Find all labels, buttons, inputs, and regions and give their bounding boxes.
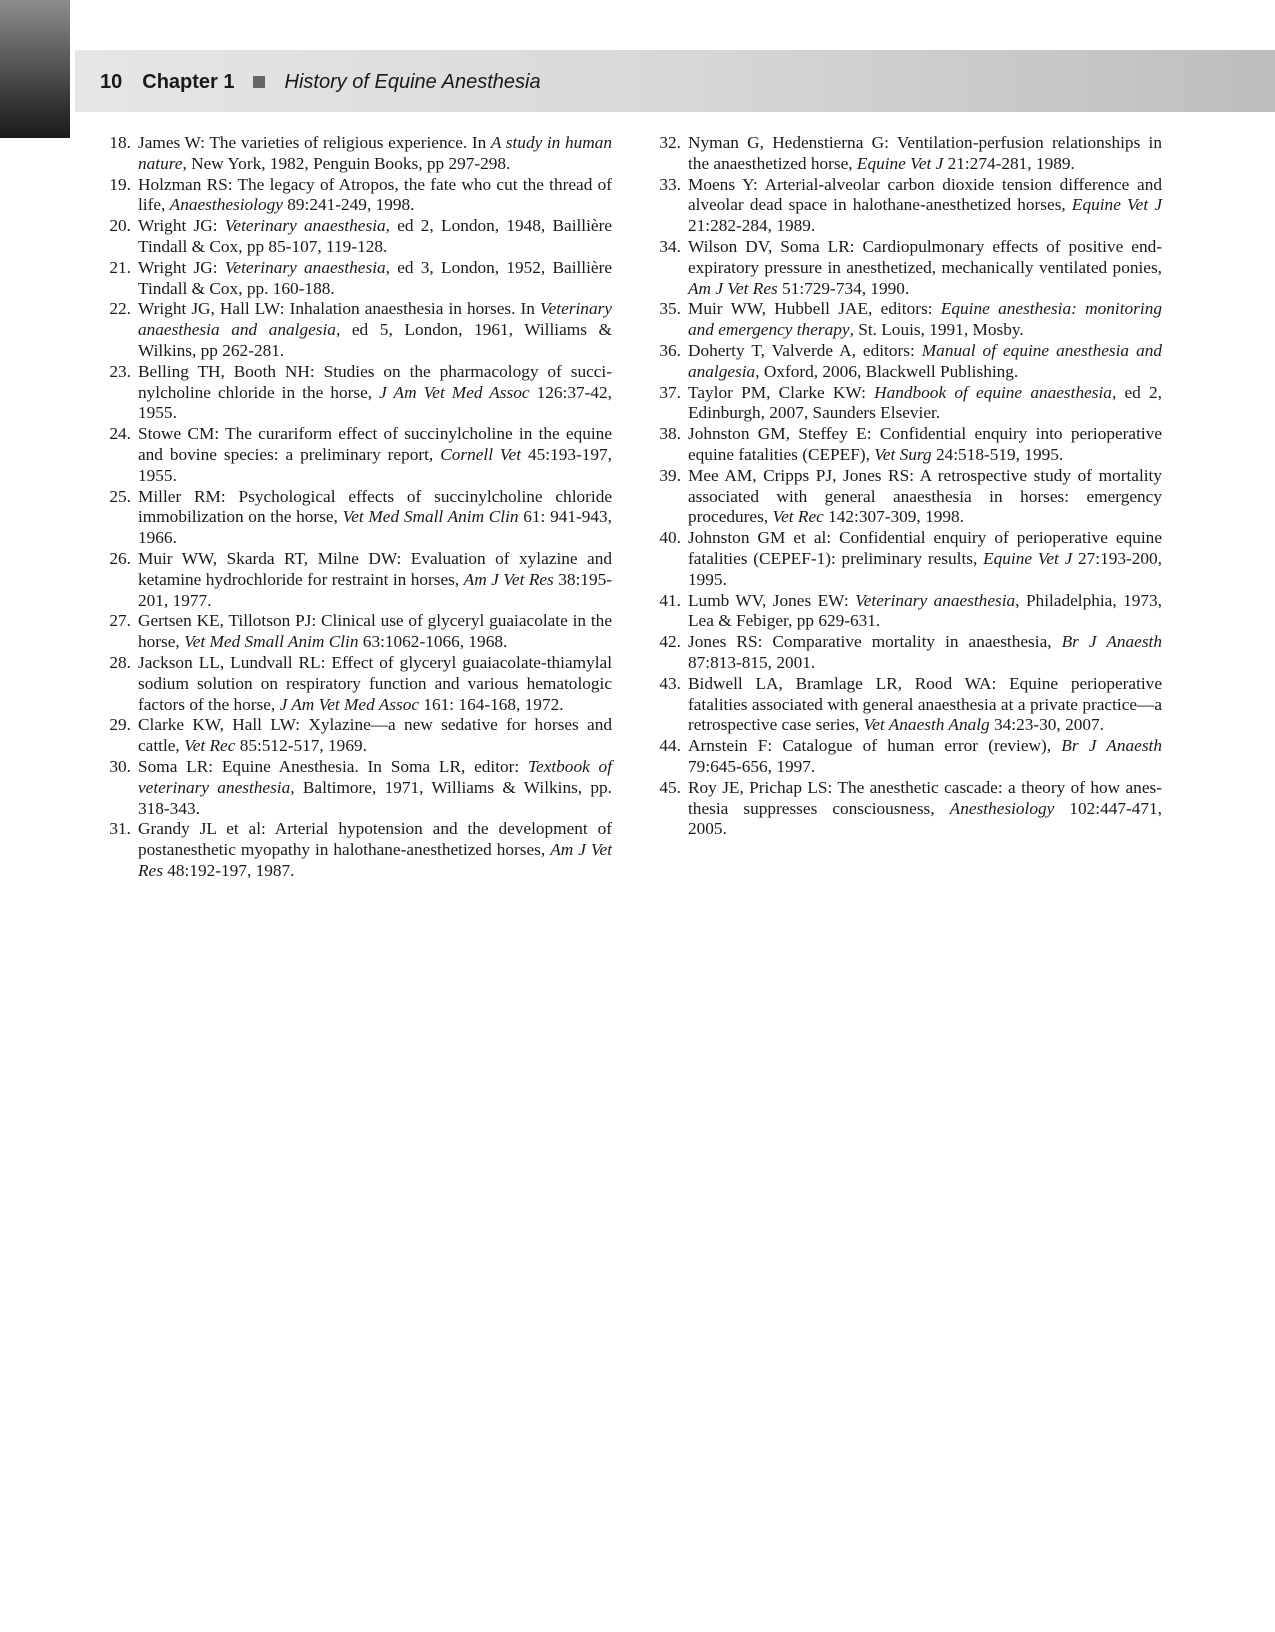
reference-item	[100, 715, 612, 757]
reference-text	[688, 736, 1162, 778]
reference-text	[688, 528, 1162, 590]
reference-item	[650, 778, 1162, 840]
reference-item	[650, 383, 1162, 425]
reference-text	[688, 237, 1162, 299]
reference-item	[100, 819, 612, 881]
reference-text-segment: 142:307-309, 1998.	[823, 507, 964, 527]
reference-text-segment: Lumb WV, Jones EW:	[688, 590, 856, 610]
reference-text-segment: Miller RM: Psychological effects of succinylcholine chloride immobilization on the horse,	[138, 486, 612, 527]
reference-number: 36.	[659, 340, 681, 360]
reference-text-segment: , Oxford, 2006, Blackwell Publishing.	[755, 361, 1019, 381]
reference-text-segment: Arnstein F: Catalogue of human error (review),	[688, 736, 1062, 756]
chapter-thumb-tab	[0, 0, 70, 138]
reference-text-segment: 21:274-281, 1989.	[943, 153, 1075, 173]
reference-text-segment: Jones RS: Comparative mortality in anaesthesia,	[688, 632, 1062, 652]
reference-number: 19.	[109, 174, 131, 194]
reference-text	[138, 653, 612, 715]
chapter-label: Chapter 1	[142, 70, 235, 93]
reference-source-title: Anaesthesiology	[169, 195, 283, 215]
reference-text	[138, 611, 612, 653]
reference-item	[100, 133, 612, 175]
reference-text-segment: 51:729-734, 1990.	[777, 278, 910, 298]
reference-number: 18.	[109, 133, 131, 152]
reference-text-segment: Roy JE, Prichap LS: The anesthetic cascade: a theory of how anesthesia suppresses consciousness,	[688, 777, 1162, 818]
reference-number: 43.	[659, 673, 681, 693]
reference-text-segment: Muir WW, Hubbell JAE, editors:	[688, 299, 941, 319]
reference-item	[100, 216, 612, 258]
reference-number: 35.	[659, 299, 681, 319]
reference-text	[688, 778, 1162, 840]
reference-item	[100, 175, 612, 217]
reference-text-segment: Taylor PM, Clarke KW:	[688, 382, 875, 402]
reference-text-segment: , ed 3, London, 1952, Baillière Tindall & Cox, pp. 160-188.	[138, 257, 613, 298]
reference-number: 29.	[109, 715, 131, 735]
reference-text	[688, 424, 1162, 466]
reference-text	[688, 632, 1162, 674]
reference-number: 38.	[659, 424, 681, 444]
reference-text-segment: 34:23-30, 2007.	[989, 715, 1104, 735]
reference-text-segment: 79:645-656, 1997.	[688, 756, 816, 776]
reference-number: 39.	[659, 465, 681, 485]
reference-item	[100, 549, 612, 611]
reference-text-segment: Stowe CM: The curariform effect of succinylcholine in the equine and bovine species: a preliminary report,	[138, 424, 612, 464]
references-column-right	[650, 133, 1162, 840]
reference-text-segment: Holzman RS: The legacy of Atropos, the fate who cut the thread of life,	[138, 174, 612, 215]
reference-text-segment: 61: 941-943, 1966.	[138, 507, 612, 548]
reference-number: 26.	[109, 548, 131, 568]
reference-source-title: Veterinary anaesthesia and analgesia	[138, 299, 612, 340]
reference-item	[650, 736, 1162, 778]
reference-text-segment: Grandy JL et al: Arterial hypotension and the development of postanesthetic myopathy in halothane-anesthetized horses,	[138, 819, 612, 860]
reference-source-title: Manual of equine anesthesia and analgesia	[688, 340, 1162, 381]
reference-text-segment: 161: 164-168, 1972.	[419, 694, 564, 714]
reference-source-title: Equine anesthesia: monitoring and emergency therapy	[688, 299, 1162, 340]
reference-number: 28.	[109, 652, 131, 672]
reference-source-title: Am J Vet Res	[138, 840, 612, 880]
reference-number: 40.	[659, 528, 681, 548]
reference-item	[650, 175, 1162, 237]
reference-item	[650, 341, 1162, 383]
reference-number: 20.	[109, 216, 131, 236]
reference-text-segment: , ed 5, London, 1961, Williams & Wilkins, pp 262-281.	[138, 320, 612, 360]
reference-text-segment: Doherty T, Valverde A, editors:	[688, 340, 922, 360]
reference-number: 42.	[659, 632, 681, 652]
reference-text	[138, 549, 612, 611]
reference-text-segment: Wright JG, Hall LW: Inhalation anaesthesia in horses. In	[138, 299, 540, 319]
reference-number: 33.	[659, 174, 681, 194]
reference-number: 27.	[109, 611, 131, 631]
reference-number: 24.	[109, 424, 131, 444]
reference-text-segment: 102:447-471, 2005.	[688, 798, 1162, 839]
reference-text-segment: James W: The varieties of religious experience. In	[138, 133, 491, 152]
reference-text-segment: Clarke KW, Hall LW: Xylazine—a new sedative for horses and cattle,	[138, 715, 612, 756]
reference-item	[650, 424, 1162, 466]
reference-text-segment: 48:192-197, 1987.	[162, 860, 295, 880]
reference-number: 32.	[659, 133, 681, 152]
reference-item	[100, 258, 612, 300]
reference-text	[688, 299, 1162, 341]
reference-number: 41.	[659, 590, 681, 610]
reference-item	[100, 362, 612, 424]
reference-text-segment: Johnston GM et al: Confidential enquiry of perioperative equine fatalities (CEPEF-1): preliminary results,	[688, 528, 1162, 568]
reference-item	[650, 466, 1162, 528]
reference-text	[138, 299, 612, 361]
reference-text-segment: 45:193-197, 1955.	[138, 444, 612, 485]
reference-text	[138, 175, 612, 217]
reference-text	[688, 341, 1162, 383]
reference-source-title: Vet Surg	[874, 444, 932, 464]
reference-text-segment: Wilson DV, Soma LR: Cardiopulmonary effects of positive end-expiratory pressure in anesthetized, mechanically ventilated ponies,	[688, 236, 1162, 277]
reference-source-title: Vet Rec	[184, 736, 236, 756]
reference-text-segment: , Baltimore, 1971, Williams & Wilkins, pp. 318-343.	[138, 777, 613, 818]
reference-number: 45.	[659, 777, 681, 797]
reference-text	[138, 819, 612, 881]
reference-number: 22.	[109, 299, 131, 319]
reference-source-title: Veterinary anaesthesia	[224, 216, 386, 236]
reference-text-segment: 21:282-284, 1989.	[688, 216, 816, 236]
reference-text	[688, 175, 1162, 237]
reference-text-segment: 27:193-200, 1995.	[688, 548, 1163, 589]
reference-text	[138, 258, 612, 300]
reference-text-segment: 85:512-517, 1969.	[235, 736, 367, 756]
reference-number: 25.	[109, 486, 131, 506]
reference-number: 23.	[109, 361, 131, 381]
reference-source-title: Br J Anaesth	[1061, 632, 1162, 652]
reference-text-segment: 89:241-249, 1998.	[282, 195, 415, 215]
reference-text-segment: 126:37-42, 1955.	[138, 382, 612, 423]
reference-number: 44.	[659, 736, 681, 756]
reference-text-segment: , Philadelphia, 1973, Lea & Febiger, pp 629-631.	[688, 590, 1163, 631]
reference-source-title: A study in human nature	[138, 133, 612, 173]
chapter-title: History of Equine Anesthesia	[284, 70, 541, 93]
reference-number: 31.	[109, 819, 131, 839]
reference-text-segment: Jackson LL, Lundvall RL: Effect of glyceryl guaiacolate-thiamylal sodium solution on respiratory function and various hematologic factors of the horse,	[138, 652, 612, 714]
reference-text	[138, 133, 612, 175]
reference-text-segment: Moens Y: Arterial-alveolar carbon dioxide tension difference and alveolar dead space in halothane-anesthetized horses,	[688, 174, 1162, 215]
reference-text	[138, 757, 612, 819]
reference-item	[650, 674, 1162, 736]
reference-text	[138, 362, 612, 424]
reference-text-segment: , New York, 1982, Penguin Books, pp 297-298.	[182, 153, 511, 173]
reference-text	[138, 487, 612, 549]
reference-text-segment: Belling TH, Booth NH: Studies on the pharmacology of succinylcholine chloride in the horse,	[138, 361, 612, 402]
reference-text-segment: Wright JG:	[138, 216, 225, 236]
page-number: 10	[100, 70, 123, 93]
reference-text	[688, 591, 1162, 633]
reference-item	[100, 757, 612, 819]
reference-text	[688, 383, 1162, 425]
reference-text-segment: Soma LR: Equine Anesthesia. In Soma LR, editor:	[138, 756, 528, 776]
reference-source-title: Br J Anaesth	[1061, 736, 1162, 756]
reference-item	[650, 528, 1162, 590]
reference-text-segment: 63:1062-1066, 1968.	[358, 632, 508, 652]
reference-source-title: Equine Vet J	[856, 153, 944, 173]
reference-source-title: Textbook of veterinary anesthesia	[138, 756, 612, 797]
reference-number: 34.	[659, 236, 681, 256]
reference-text	[138, 424, 612, 486]
references-column-left	[100, 133, 612, 882]
reference-source-title: Vet Med Small Anim Clin	[342, 507, 519, 527]
reference-item	[650, 299, 1162, 341]
reference-source-title: Veterinary anaesthesia	[855, 590, 1016, 610]
reference-text-segment: Muir WW, Skarda RT, Milne DW: Evaluation of xylazine and ketamine hydrochloride for restraint in horses,	[138, 548, 612, 589]
reference-text-segment: 38:195-201, 1977.	[138, 569, 612, 610]
reference-item	[100, 611, 612, 653]
reference-text	[688, 133, 1162, 175]
reference-text	[138, 715, 612, 757]
reference-text-segment: 87:813-815, 2001.	[688, 652, 816, 672]
reference-item	[100, 653, 612, 715]
reference-text	[688, 674, 1162, 736]
reference-text-segment: , ed 2, Edinburgh, 2007, Saunders Elsevier.	[688, 382, 1163, 423]
reference-source-title: Vet Anaesth Analg	[863, 715, 990, 735]
reference-item	[100, 487, 612, 549]
reference-text-segment: Wright JG:	[138, 257, 225, 277]
running-header	[100, 67, 541, 97]
reference-text-segment: , St. Louis, 1991, Mosby.	[849, 320, 1024, 340]
reference-text-segment: 24:518-519, 1995.	[931, 444, 1064, 464]
reference-text-segment: Gertsen KE, Tillotson PJ: Clinical use of glyceryl guaiacolate in the horse,	[138, 611, 612, 652]
square-bullet-icon	[253, 76, 265, 88]
reference-source-title: Equine Vet J	[983, 548, 1073, 568]
reference-source-title: Equine Vet J	[1071, 195, 1162, 215]
reference-text-segment: Nyman G, Hedenstierna G: Ventilation-perfusion relationships in the anaesthetized horse,	[688, 133, 1162, 173]
reference-number: 21.	[109, 257, 131, 277]
reference-number: 30.	[109, 756, 131, 776]
reference-source-title: J Am Vet Med Assoc	[379, 382, 530, 402]
reference-source-title: Am J Vet Res	[688, 278, 778, 298]
reference-source-title: Am J Vet Res	[463, 569, 554, 589]
reference-text	[688, 466, 1162, 528]
reference-text-segment: , ed 2, London, 1948, Baillière Tindall & Cox, pp 85-107, 119-128.	[138, 216, 613, 256]
reference-item	[100, 424, 612, 486]
reference-item	[100, 299, 612, 361]
reference-source-title: Veterinary anaesthesia	[224, 257, 386, 277]
reference-item	[650, 632, 1162, 674]
reference-source-title: J Am Vet Med Assoc	[279, 694, 420, 714]
reference-source-title: Anesthesiology	[949, 798, 1055, 818]
reference-source-title: Handbook of equine anaesthesia	[874, 382, 1112, 402]
reference-text-segment: Johnston GM, Steffey E: Confidential enquiry into perioperative equine fatalities (CEPEF),	[688, 424, 1162, 464]
reference-source-title: Vet Rec	[772, 507, 824, 527]
reference-item	[650, 237, 1162, 299]
reference-text-segment: Bidwell LA, Bramlage LR, Rood WA: Equine perioperative fatalities associated with general anaesthesia at a private practice—a retrospective case series,	[688, 673, 1162, 735]
reference-source-title: Vet Med Small Anim Clin	[184, 632, 359, 652]
reference-number: 37.	[659, 382, 681, 402]
reference-text-segment: Mee AM, Cripps PJ, Jones RS: A retrospective study of mortality associated with general anaesthesia in horses: emergency procedures,	[688, 465, 1162, 527]
reference-item	[650, 591, 1162, 633]
reference-item	[650, 133, 1162, 175]
reference-text	[138, 216, 612, 258]
reference-source-title: Cornell Vet	[440, 444, 522, 464]
